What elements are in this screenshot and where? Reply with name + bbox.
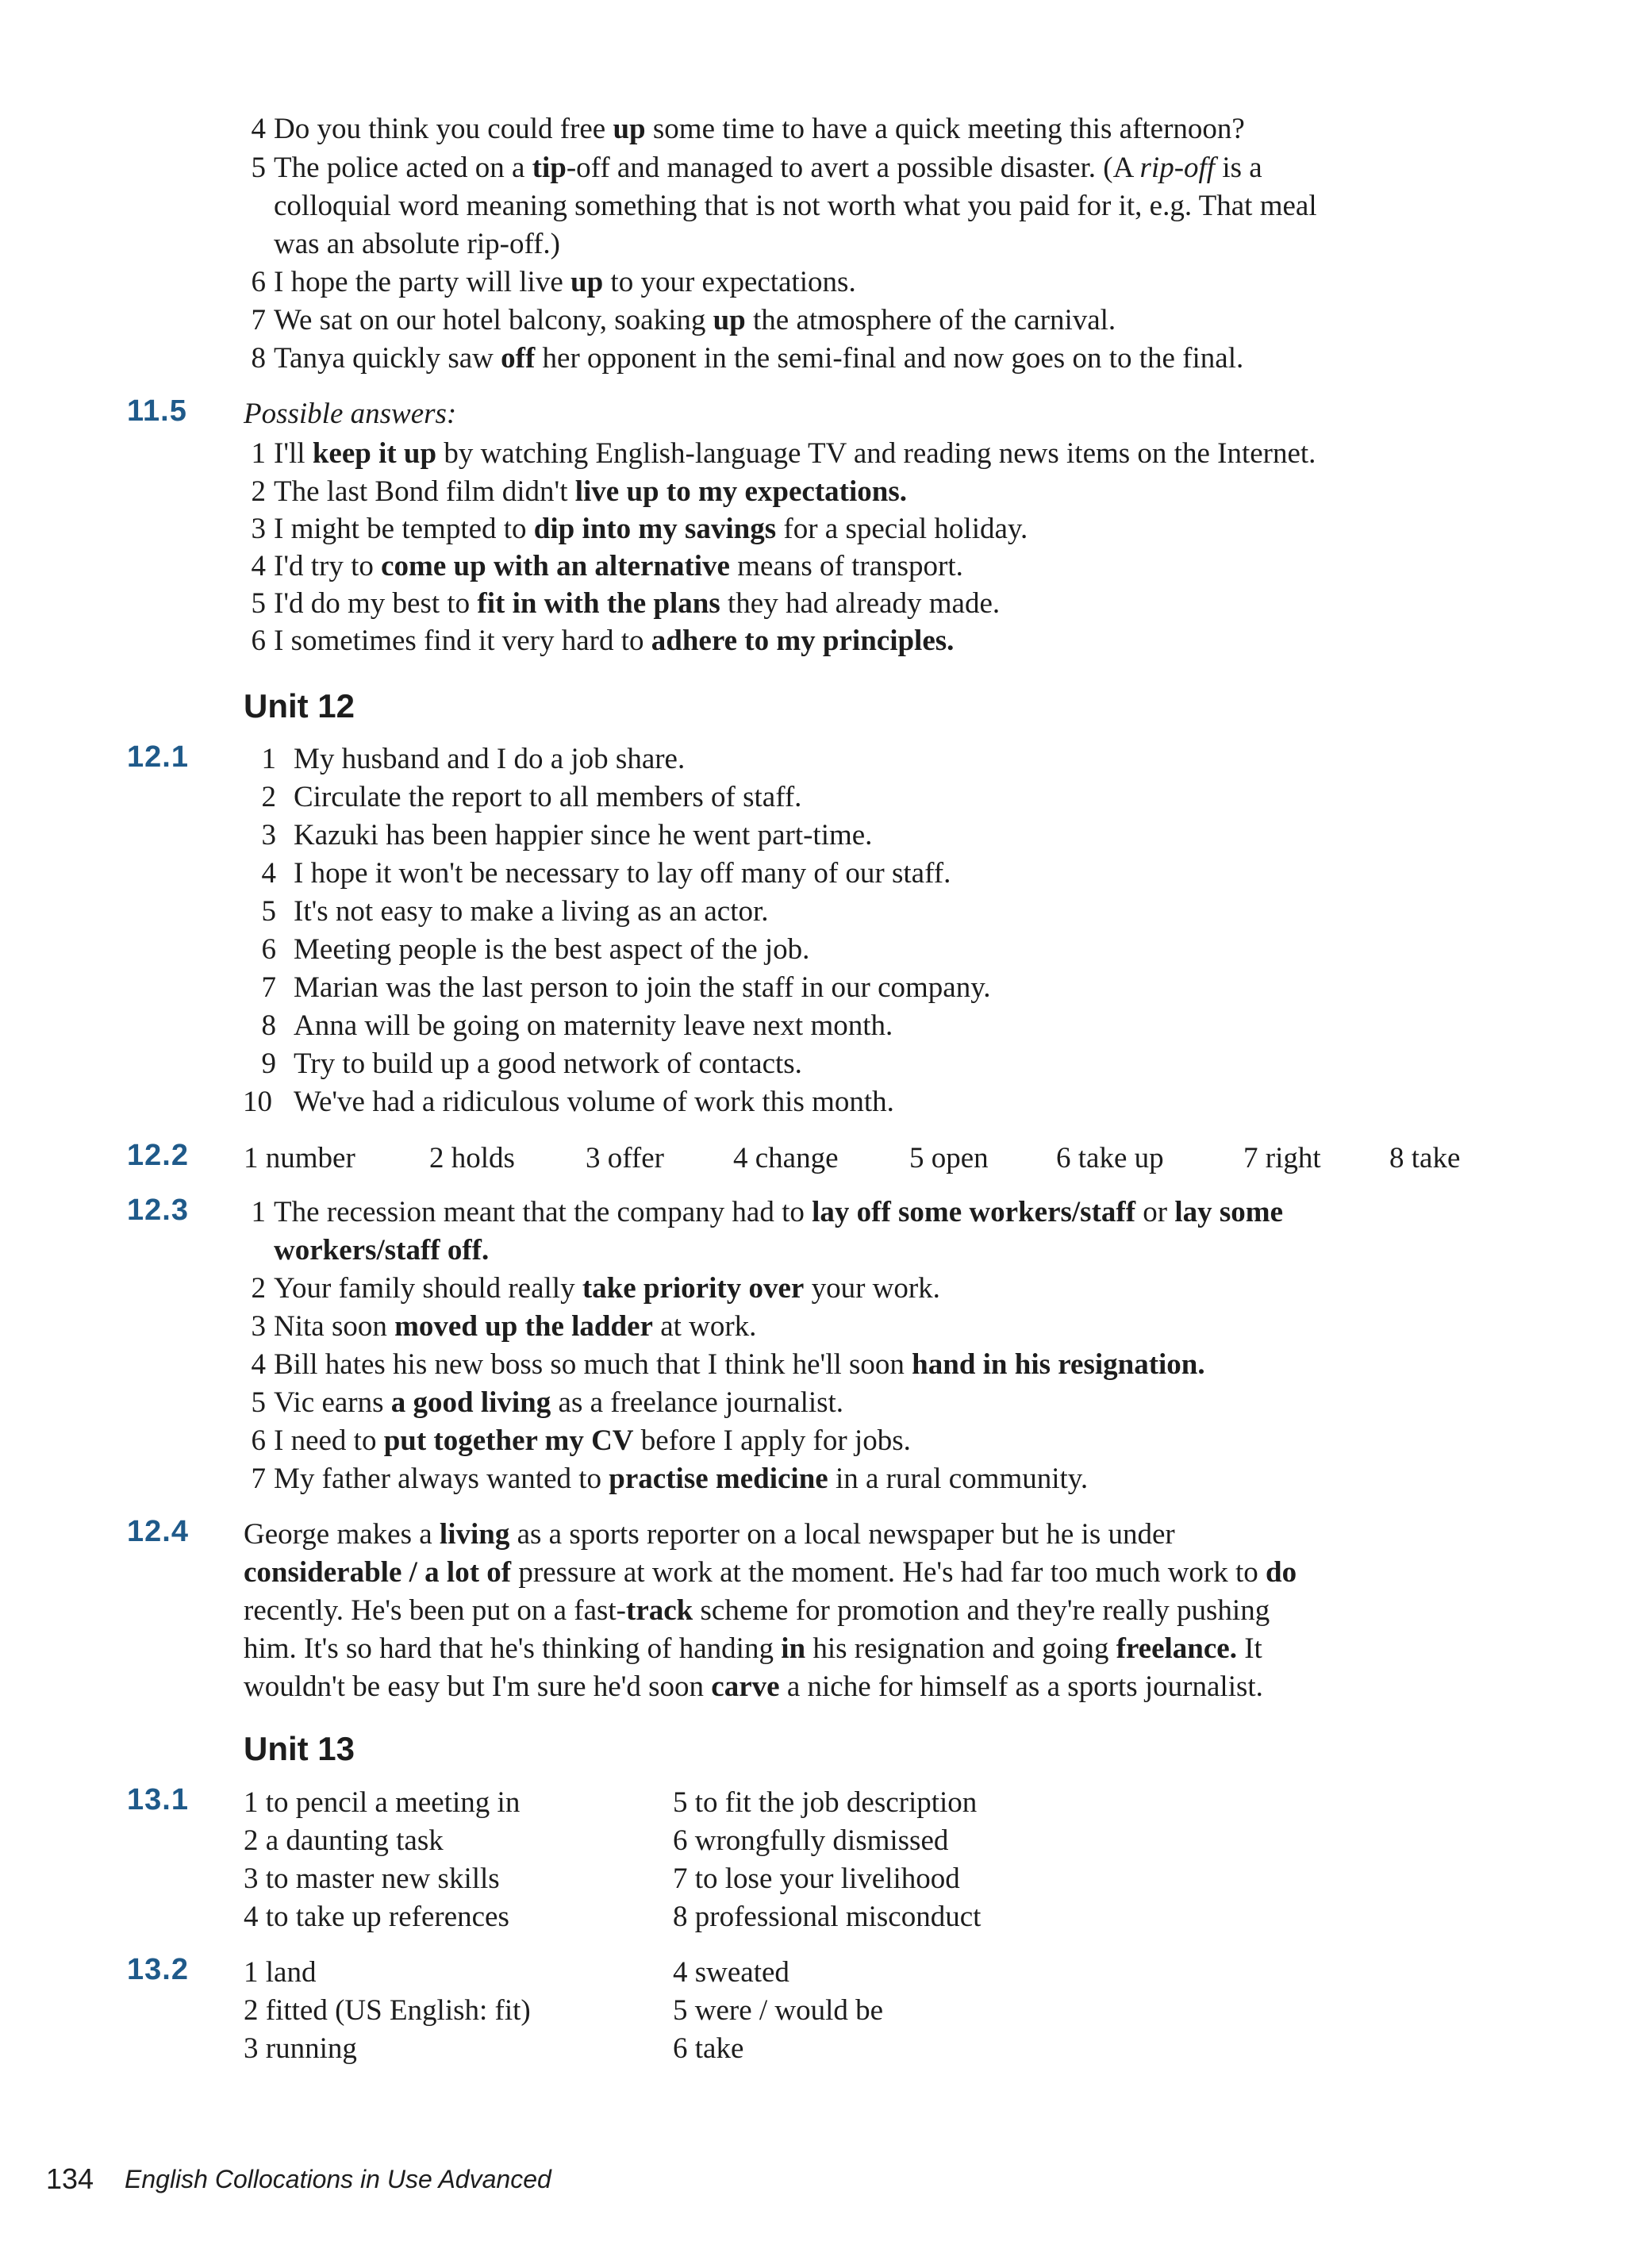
answer-line: Do you think you could free up some time to have a quick meeting this afternoon? <box>274 113 1245 145</box>
item-number: 5 <box>261 895 276 928</box>
answer-item: 4 sweated <box>673 1956 789 1989</box>
answer-item: 6 take up <box>1056 1142 1164 1174</box>
item-number: 6 <box>251 1424 266 1457</box>
item-number: 7 <box>251 304 266 336</box>
answer-item: 1 to pencil a meeting in <box>244 1786 521 1819</box>
answer-line: The recession meant that the company had to lay off some workers/staff or lay some <box>274 1196 1284 1228</box>
item-number: 4 <box>251 550 266 582</box>
answer-line: Vic earns a good living as a freelance journalist. <box>274 1386 844 1419</box>
answer-item: 6 take <box>673 2032 744 2065</box>
answer-line: Marian was the last person to join the staff in our company. <box>294 971 991 1004</box>
answer-line: Kazuki has been happier since he went part-time. <box>294 819 873 851</box>
item-number: 2 <box>261 781 276 813</box>
item-number: 3 <box>261 819 276 851</box>
answer-line: I sometimes find it very hard to adhere to my principles. <box>274 625 955 657</box>
item-number: 1 <box>251 437 266 470</box>
answer-item: 5 to fit the job description <box>673 1786 978 1819</box>
answer-item: 6 wrongfully dismissed <box>673 1824 949 1857</box>
item-number: 5 <box>251 587 266 620</box>
answer-item: 1 number <box>244 1142 355 1174</box>
answer-line: The police acted on a tip-off and managed to avert a possible disaster. (A rip-off is a <box>274 152 1262 184</box>
item-number: 2 <box>251 475 266 508</box>
paragraph-line: wouldn't be easy but I'm sure he'd soon carve a niche for himself as a sports journalist. <box>244 1670 1263 1703</box>
item-number: 5 <box>251 152 266 184</box>
item-number: 9 <box>261 1048 276 1080</box>
item-number: 2 <box>251 1272 266 1305</box>
item-number: 3 <box>251 513 266 545</box>
answer-line: I'd do my best to fit in with the plans they had already made. <box>274 587 1001 620</box>
answer-item: 8 take <box>1389 1142 1461 1174</box>
answer-line: Tanya quickly saw off her opponent in the semi-final and now goes on to the final. <box>274 342 1244 375</box>
answer-line: Nita soon moved up the ladder at work. <box>274 1310 757 1343</box>
answer-line: I might be tempted to dip into my savings for a special holiday. <box>274 513 1028 545</box>
item-number: 8 <box>261 1009 276 1042</box>
unit-12-heading: Unit 12 <box>244 687 355 725</box>
item-number: 6 <box>261 933 276 966</box>
exercise-number: 12.1 <box>127 740 189 774</box>
answer-item: 5 were / would be <box>673 1994 884 2027</box>
answer-line: I'll keep it up by watching English-language TV and reading news items on the Internet. <box>274 437 1316 470</box>
answer-line: I hope the party will live up to your expectations. <box>274 266 856 298</box>
item-number: 6 <box>251 266 266 298</box>
answer-item: 2 a daunting task <box>244 1824 444 1857</box>
item-number: 8 <box>251 342 266 375</box>
unit-13-heading: Unit 13 <box>244 1730 355 1767</box>
answer-line: workers/staff off. <box>274 1234 490 1267</box>
exercise-number: 12.2 <box>127 1139 189 1172</box>
answer-item: 4 change <box>733 1142 839 1174</box>
answer-line: It's not easy to make a living as an actor. <box>294 895 769 928</box>
exercise-number: 12.4 <box>127 1515 189 1548</box>
item-number: 4 <box>251 1348 266 1381</box>
answer-line: Your family should really take priority over your work. <box>274 1272 940 1305</box>
answer-item: 3 to master new skills <box>244 1862 500 1895</box>
answer-line: Bill hates his new boss so much that I think he'll soon hand in his resignation. <box>274 1348 1205 1381</box>
answer-line: My father always wanted to practise medicine in a rural community. <box>274 1463 1089 1495</box>
answer-line: Anna will be going on maternity leave next month. <box>294 1009 893 1042</box>
answer-item: 8 professional misconduct <box>673 1901 982 1933</box>
item-number: 5 <box>251 1386 266 1419</box>
paragraph-line: considerable / a lot of pressure at work at the moment. He's had far too much work to do <box>244 1556 1297 1589</box>
item-number: 3 <box>251 1310 266 1343</box>
item-number: 7 <box>261 971 276 1004</box>
answer-line: I need to put together my CV before I apply for jobs. <box>274 1424 911 1457</box>
answer-item: 2 fitted (US English: fit) <box>244 1994 531 2027</box>
answer-line: I'd try to come up with an alternative means of transport. <box>274 550 963 582</box>
exercise-number: 13.1 <box>127 1783 189 1816</box>
item-number: 1 <box>261 743 276 775</box>
answer-line: colloquial word meaning something that is not worth what you paid for it, e.g. That meal <box>274 190 1317 222</box>
item-number: 4 <box>251 113 266 145</box>
paragraph-line: recently. He's been put on a fast-track scheme for promotion and they're really pushing <box>244 1594 1270 1627</box>
answer-item: 3 offer <box>586 1142 664 1174</box>
book-title: English Collocations in Use Advanced <box>125 2165 551 2193</box>
answer-line: Try to build up a good network of contacts. <box>294 1048 802 1080</box>
paragraph-line: him. It's so hard that he's thinking of handing in his resignation and going freelance. It <box>244 1632 1262 1665</box>
answer-item: 7 to lose your livelihood <box>673 1862 960 1895</box>
answer-item: 2 holds <box>429 1142 515 1174</box>
exercise-intro: Possible answers: <box>244 398 457 430</box>
exercise-number: 12.3 <box>127 1194 189 1227</box>
answer-item: 7 right <box>1243 1142 1321 1174</box>
answer-item: 4 to take up references <box>244 1901 509 1933</box>
answer-item: 1 land <box>244 1956 317 1989</box>
paragraph-line: George makes a living as a sports reporter on a local newspaper but he is under <box>244 1518 1175 1551</box>
answer-line: Meeting people is the best aspect of the job. <box>294 933 810 966</box>
exercise-number: 13.2 <box>127 1953 189 1986</box>
answer-line: We sat on our hotel balcony, soaking up the atmosphere of the carnival. <box>274 304 1116 336</box>
exercise-number: 11.5 <box>127 394 187 428</box>
item-number: 10 <box>243 1086 272 1118</box>
page-number: 134 <box>46 2162 94 2195</box>
answer-line: The last Bond film didn't live up to my expectations. <box>274 475 908 508</box>
item-number: 4 <box>261 857 276 890</box>
answer-line: I hope it won't be necessary to lay off many of our staff. <box>294 857 951 890</box>
answer-line: was an absolute rip-off.) <box>274 228 560 260</box>
answer-line: Circulate the report to all members of staff. <box>294 781 802 813</box>
answer-item: 5 open <box>909 1142 989 1174</box>
item-number: 1 <box>251 1196 266 1228</box>
answer-line: We've had a ridiculous volume of work this month. <box>294 1086 894 1118</box>
answer-line: My husband and I do a job share. <box>294 743 686 775</box>
answer-item: 3 running <box>244 2032 357 2065</box>
item-number: 6 <box>251 625 266 657</box>
item-number: 7 <box>251 1463 266 1495</box>
